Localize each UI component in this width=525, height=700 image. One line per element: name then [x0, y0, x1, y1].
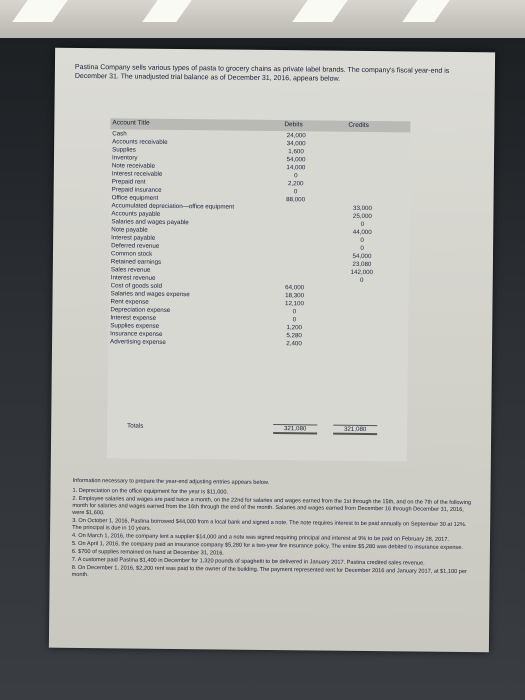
account-name: Salaries and wages expense — [110, 290, 190, 299]
account-name: Prepaid insurance — [111, 186, 162, 194]
account-name: Inventory — [111, 154, 138, 162]
debit-cell: 0 — [294, 172, 298, 180]
credit-cell: 0 — [360, 244, 364, 252]
credit-cell — [336, 317, 386, 318]
debit-cell: 64,000 — [285, 284, 305, 292]
debit-cell: 5,280 — [286, 332, 302, 340]
credit-cell — [337, 285, 387, 286]
credit-cell — [338, 141, 388, 142]
adjusting-info — [72, 478, 473, 584]
credit-cell: 33,000 — [352, 204, 372, 213]
header-account-title: Account Title — [112, 119, 150, 127]
totals-row — [107, 420, 407, 435]
credit-cell: 0 — [360, 220, 365, 228]
credit-cell: 142,000 — [350, 268, 374, 277]
credit-cell — [336, 341, 386, 342]
header-credits: Credits — [348, 121, 369, 130]
credit-cell: 0 — [360, 236, 364, 244]
account-name: Cost of goods sold — [110, 282, 162, 290]
account-name: Interest revenue — [110, 274, 156, 282]
credit-cell — [338, 157, 388, 158]
info-item: 2. Employee salaries and wages are paid twice a month, on the 22nd for salaries and wages earned from the 1st through the 15th, and on the 7th of the following month for salaries and wages earned from the 16th through the end of the month. Salaries and wages earned from December 16 through December 31, 2016, were $1,600. — [72, 495, 472, 517]
debit-cell: 1,200 — [286, 324, 303, 332]
account-name: Deferred revenue — [111, 242, 160, 250]
debit-cell: 18,300 — [285, 292, 305, 300]
debit-cell: 1,600 — [288, 148, 304, 156]
debit-cell: 2,400 — [286, 340, 302, 348]
document-page — [75, 63, 475, 85]
totals-label: Totals — [127, 422, 144, 430]
account-name: Supplies expense — [110, 322, 160, 330]
debit-cell: 0 — [292, 316, 297, 324]
debit-cell: 14,000 — [286, 164, 306, 172]
intro-paragraph: Pastina Company sells various types of pasta to grocery chains as private label brands. The company's fiscal year-end is December 31. The unadjusted trial balance as of December 31, 2016, appears below. — [74, 63, 450, 83]
account-name: Common stock — [110, 250, 153, 258]
ceiling-light — [12, 0, 67, 22]
debit-cell: 34,000 — [286, 140, 306, 148]
ceiling-light — [292, 0, 347, 22]
credit-cell: 0 — [359, 276, 364, 284]
account-name: Depreciation expense — [110, 306, 171, 314]
account-name: Interest receivable — [111, 170, 163, 178]
info-item: 1. Depreciation on the office equipment for the year is $11,000. — [72, 487, 229, 496]
debit-cell: 0 — [292, 308, 297, 316]
debit-cell: 2,200 — [287, 180, 304, 188]
info-item: 7. A customer paid Pastina $1,400 in December for 1,320 pounds of spaghetti to be delivered in January 2017. Pastina credited sales revenue. — [71, 556, 425, 567]
account-name: Interest payable — [111, 234, 156, 242]
credit-cell — [338, 189, 388, 190]
credit-cell — [336, 325, 386, 326]
account-name: Sales revenue — [110, 266, 151, 274]
account-name: Supplies — [112, 146, 136, 154]
account-name: Prepaid rent — [111, 178, 146, 186]
credit-cell — [338, 197, 388, 198]
account-name: Accounts receivable — [112, 138, 168, 146]
credit-cell — [338, 173, 388, 174]
ceiling-background — [0, 0, 525, 40]
info-item: 8. On December 1, 2016, $2,200 rent was paid to the owner of the building. The payment represented rent for December 2016 and January 2017, at $1,100 per month. — [71, 564, 467, 579]
credit-cell — [336, 333, 386, 334]
credit-cell — [338, 181, 388, 182]
totals-debit: 321,080 — [273, 424, 317, 434]
info-item: 5. On April 1, 2016, the company paid an insurance company $5,280 for a two-year fire insurance policy. The entire $5,280 was debited to insurance expense. — [71, 540, 463, 552]
credit-cell — [336, 309, 386, 310]
account-name: Office equipment — [111, 194, 159, 202]
account-name: Insurance expense — [110, 330, 163, 338]
debit-cell: 54,000 — [286, 156, 306, 164]
credit-cell: 25,000 — [352, 212, 372, 221]
account-name: Retained earnings — [110, 258, 162, 266]
account-name: Rent expense — [110, 298, 149, 306]
trial-balance-table — [107, 118, 411, 461]
account-name: Salaries and wages payable — [111, 218, 189, 227]
credit-cell — [337, 293, 387, 294]
credit-cell: 54,000 — [352, 252, 372, 261]
debit-cell: 88,000 — [286, 196, 306, 204]
ceiling-light — [142, 0, 191, 22]
ceiling-light — [402, 0, 449, 22]
account-name: Cash — [112, 130, 127, 138]
account-name: Accumulated depreciation—office equipment — [111, 202, 235, 211]
debit-cell: 0 — [293, 188, 298, 196]
credit-cell: 23,080 — [352, 260, 372, 269]
credit-cell — [338, 133, 388, 134]
totals-credit: 321,080 — [333, 425, 377, 435]
info-heading: Information necessary to prepare the year-end adjusting entries appears below. — [72, 477, 270, 486]
account-name: Interest expense — [110, 314, 157, 322]
header-debits: Debits — [284, 121, 303, 129]
credit-cell: 44,000 — [352, 228, 372, 237]
account-name: Note payable — [111, 226, 148, 234]
debit-cell: 24,000 — [286, 132, 306, 140]
info-item: 6. $700 of supplies remained on hand at December 31, 2016. — [71, 548, 224, 557]
account-name: Accounts payable — [111, 210, 161, 218]
credit-cell — [338, 149, 388, 150]
info-item: 4. On March 1, 2016, the company lent a supplier $14,000 and a note was signed requiring principal and interest at 9% to be paid on February 28, 2017. — [72, 532, 449, 543]
debit-cell: 12,100 — [284, 300, 304, 308]
account-name: Advertising expense — [110, 338, 166, 346]
account-name: Note receivable — [111, 162, 155, 170]
info-item: 3. On October 1, 2016, Pastina borrowed $44,000 from a local bank and signed a note. The note requires interest to be paid annually on September 30 at 12%. The principal is due in 10 years. — [72, 517, 467, 532]
credit-cell — [338, 165, 388, 166]
monitor-screen — [49, 48, 495, 653]
credit-cell — [337, 301, 387, 302]
